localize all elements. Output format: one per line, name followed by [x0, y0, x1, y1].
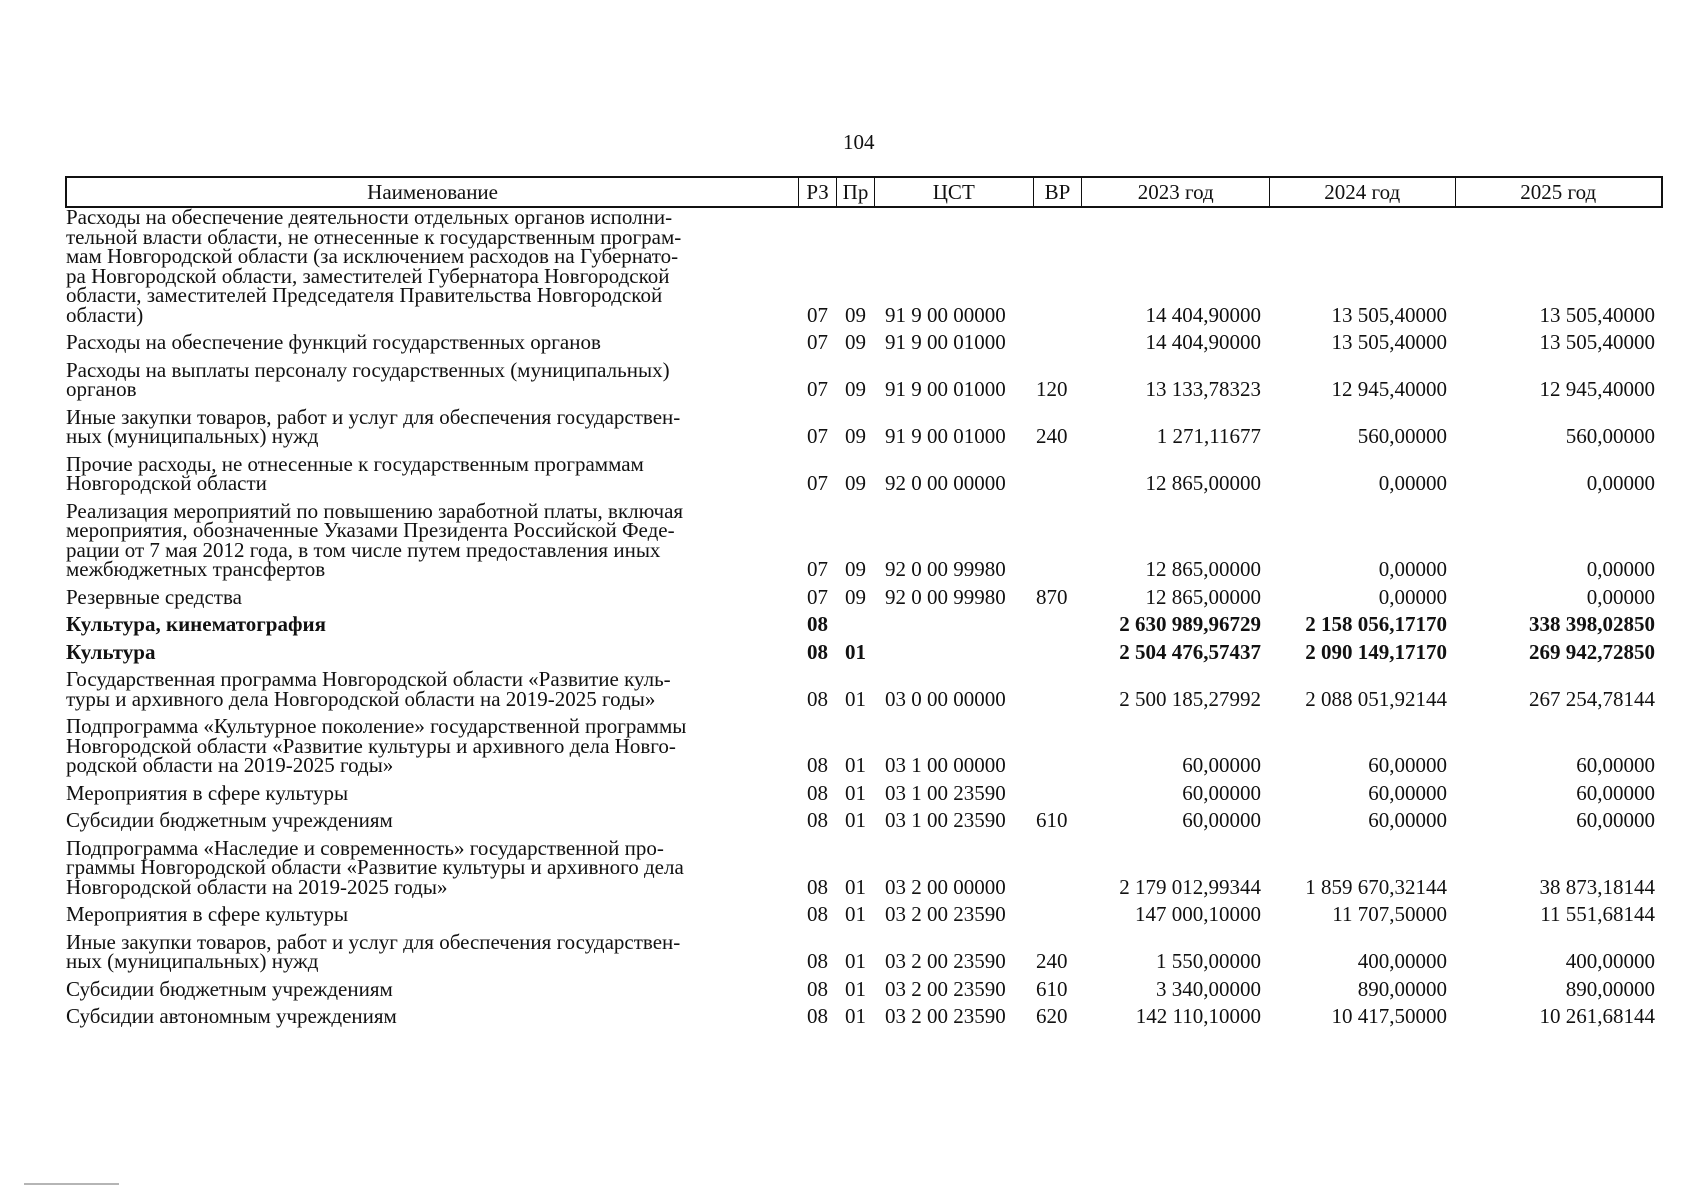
- row-rz: 07: [807, 302, 828, 327]
- table-row: [65, 584, 1663, 609]
- row-value-2023: 12 865,00000: [1145, 557, 1261, 581]
- row-cst: 91 9 00 01000: [885, 330, 1006, 354]
- row-pr: 01: [845, 753, 866, 777]
- row-cst: 03 2 00 23590: [885, 1004, 1006, 1028]
- row-value-2025: 267 254,78144: [1529, 686, 1655, 711]
- header-pr: Пр: [837, 178, 875, 206]
- row-cst: 03 1 00 23590: [885, 808, 1006, 832]
- table-row: [65, 639, 1663, 664]
- row-rz: 08: [807, 753, 828, 777]
- row-cst: 91 9 00 00000: [885, 302, 1006, 327]
- row-pr: 01: [845, 639, 866, 664]
- table-row: [65, 205, 1663, 327]
- row-rz: 08: [807, 949, 828, 973]
- row-value-2023: 12 865,00000: [1145, 471, 1261, 495]
- row-pr: 09: [845, 302, 866, 327]
- row-value-2023: 60,00000: [1182, 808, 1261, 832]
- row-name: Реализация мероприятий по повышению заработной платы, включая мероприятия, обозначенные Указами Президента Российской Феде- рации от 7 мая 2012 года, в том числе путем предоставления иных межбюджетных трансфертов: [66, 498, 684, 581]
- table-row: [65, 667, 1663, 711]
- row-rz: 08: [807, 808, 828, 832]
- row-rz: 07: [807, 424, 828, 448]
- row-value-2023: 2 630 989,96729: [1119, 612, 1261, 636]
- row-cst: 91 9 00 01000: [885, 424, 1006, 448]
- row-value-2024: 0,00000: [1378, 471, 1447, 495]
- row-rz: 07: [807, 557, 828, 581]
- row-value-2023: 12 865,00000: [1145, 584, 1261, 609]
- row-pr: 01: [845, 874, 866, 899]
- row-value-2025: 400,00000: [1565, 949, 1655, 973]
- row-name: Подпрограмма «Наследие и современность» государственной про- граммы Новгородской области «Развитие культуры и архивного дела Новгородской области на 2019-2025 годы»: [66, 835, 684, 899]
- header-rz: РЗ: [799, 178, 837, 206]
- row-value-2024: 2 088 051,92144: [1305, 686, 1447, 711]
- row-vr: 240: [1036, 424, 1068, 448]
- header-cst: ЦСТ: [875, 178, 1034, 206]
- row-name: Расходы на выплаты персоналу государственных (муниципальных) органов: [66, 357, 670, 401]
- row-vr: [1034, 803, 1083, 804]
- row-vr: [1034, 776, 1083, 777]
- row-rz: 08: [807, 639, 828, 664]
- row-name: Государственная программа Новгородской области «Развитие куль- туры и архивного дела Новгородской области на 2019-2025 годы»: [66, 667, 671, 711]
- row-value-2024: 890,00000: [1357, 976, 1447, 1001]
- row-value-2023: 147 000,10000: [1135, 902, 1261, 926]
- row-value-2025: 0,00000: [1586, 584, 1655, 609]
- row-value-2025: 13 505,40000: [1539, 302, 1655, 327]
- row-cst: 92 0 00 99980: [885, 557, 1006, 581]
- row-cst: [875, 662, 1034, 663]
- budget-table: [65, 176, 1663, 1028]
- table-body: [65, 205, 1663, 1028]
- row-name: Иные закупки товаров, работ и услуг для обеспечения государствен- ных (муниципальных) нужд: [66, 929, 681, 973]
- row-value-2024: 2 090 149,17170: [1305, 639, 1447, 664]
- row-value-2025: 60,00000: [1576, 753, 1655, 777]
- table-row: [65, 1004, 1663, 1028]
- row-vr: 120: [1036, 377, 1068, 401]
- row-value-2025: 890,00000: [1565, 976, 1655, 1001]
- row-vr: [1034, 635, 1083, 636]
- row-pr: 09: [845, 471, 866, 495]
- row-pr: 01: [845, 976, 866, 1001]
- row-vr: 870: [1036, 584, 1068, 609]
- row-value-2025: 338 398,02850: [1529, 612, 1655, 636]
- row-vr: [1034, 925, 1083, 926]
- row-name: Прочие расходы, не отнесенные к государственным программам Новгородской области: [66, 451, 644, 495]
- row-name: Подпрограмма «Культурное поколение» государственной программы Новгородской области «Развитие культуры и архивного дела Новго- родской области на 2019-2025 годы»: [66, 714, 687, 777]
- header-2024: 2024 год: [1270, 178, 1456, 206]
- row-value-2025: 560,00000: [1565, 424, 1655, 448]
- row-rz: 07: [807, 330, 828, 354]
- row-value-2024: 1 859 670,32144: [1305, 874, 1447, 899]
- row-name: Мероприятия в сфере культуры: [66, 780, 349, 805]
- row-vr: [1034, 494, 1083, 495]
- row-pr: 09: [845, 557, 866, 581]
- row-cst: 92 0 00 99980: [885, 584, 1006, 609]
- row-value-2025: 13 505,40000: [1539, 330, 1655, 354]
- row-value-2024: 60,00000: [1368, 808, 1447, 832]
- row-value-2025: 11 551,68144: [1540, 902, 1655, 926]
- row-rz: 08: [807, 976, 828, 1001]
- row-value-2024: 13 505,40000: [1331, 302, 1447, 327]
- row-value-2024: 0,00000: [1378, 584, 1447, 609]
- row-rz: 07: [807, 584, 828, 609]
- row-value-2025: 0,00000: [1586, 557, 1655, 581]
- row-cst: 03 2 00 23590: [885, 902, 1006, 926]
- table-row: [65, 976, 1663, 1001]
- header-name: Наименование: [67, 178, 799, 206]
- row-value-2025: 12 945,40000: [1539, 377, 1655, 401]
- row-vr: [1034, 580, 1083, 581]
- row-pr: 09: [845, 584, 866, 609]
- table-row: [65, 330, 1663, 354]
- header-vr: ВР: [1034, 178, 1083, 206]
- row-name: Резервные средства: [66, 584, 242, 609]
- row-value-2024: 2 158 056,17170: [1305, 612, 1447, 636]
- row-cst: 92 0 00 00000: [885, 471, 1006, 495]
- row-rz: 08: [807, 686, 828, 711]
- row-rz: 08: [807, 902, 828, 926]
- row-pr: 01: [845, 686, 866, 711]
- table-row: [65, 357, 1663, 401]
- row-value-2025: 0,00000: [1586, 471, 1655, 495]
- row-pr: 01: [845, 949, 866, 973]
- row-value-2024: 560,00000: [1357, 424, 1447, 448]
- row-value-2023: 13 133,78323: [1145, 377, 1261, 401]
- row-rz: 08: [807, 780, 828, 805]
- header-2025: 2025 год: [1520, 179, 1597, 204]
- row-value-2024: 13 505,40000: [1331, 330, 1447, 354]
- row-rz: 08: [807, 874, 828, 899]
- page-number: 104: [843, 130, 875, 154]
- table-row: [65, 929, 1663, 973]
- row-cst: 03 0 00 00000: [885, 686, 1006, 711]
- row-value-2023: 2 500 185,27992: [1119, 686, 1261, 711]
- row-name: Иные закупки товаров, работ и услуг для обеспечения государствен- ных (муниципальных) нужд: [66, 404, 681, 448]
- row-vr: [1034, 662, 1083, 663]
- table-row: [65, 902, 1663, 926]
- row-value-2024: 11 707,50000: [1332, 902, 1447, 926]
- table-row: [65, 835, 1663, 899]
- row-cst: 03 1 00 00000: [885, 753, 1006, 777]
- row-rz: 07: [807, 377, 828, 401]
- row-pr: 01: [845, 780, 866, 805]
- row-pr: 09: [845, 330, 866, 354]
- row-pr: [837, 635, 875, 636]
- scan-mark: [24, 1183, 119, 1185]
- row-pr: 09: [845, 424, 866, 448]
- row-vr: 620: [1036, 1004, 1068, 1028]
- header-2023: 2023 год: [1082, 178, 1270, 206]
- row-value-2024: 60,00000: [1368, 780, 1447, 805]
- row-cst: 03 2 00 23590: [885, 949, 1006, 973]
- row-pr: 01: [845, 1004, 866, 1028]
- row-value-2023: 1 550,00000: [1156, 949, 1261, 973]
- row-value-2023: 3 340,00000: [1156, 976, 1261, 1001]
- row-value-2025: 60,00000: [1576, 808, 1655, 832]
- row-pr: 01: [845, 808, 866, 832]
- row-cst: 03 2 00 00000: [885, 874, 1006, 899]
- row-value-2025: 38 873,18144: [1539, 874, 1655, 899]
- row-value-2024: 60,00000: [1368, 753, 1447, 777]
- row-value-2024: 400,00000: [1357, 949, 1447, 973]
- row-vr: [1034, 353, 1083, 354]
- row-name: Мероприятия в сфере культуры: [66, 902, 349, 926]
- row-cst: 03 2 00 23590: [885, 976, 1006, 1001]
- row-value-2023: 14 404,90000: [1145, 302, 1261, 327]
- row-cst: 03 1 00 23590: [885, 780, 1006, 805]
- row-value-2024: 10 417,50000: [1331, 1004, 1447, 1028]
- table-row: [65, 451, 1663, 495]
- row-name: Расходы на обеспечение функций государственных органов: [66, 330, 601, 354]
- row-vr: 240: [1036, 949, 1068, 973]
- table-row: [65, 780, 1663, 805]
- row-name: Субсидии автономным учреждениям: [66, 1004, 397, 1028]
- row-cst: 91 9 00 01000: [885, 377, 1006, 401]
- row-pr: 09: [845, 377, 866, 401]
- table-row: [65, 714, 1663, 777]
- row-vr: [1034, 897, 1083, 898]
- row-cst: [875, 635, 1034, 636]
- row-name: Субсидии бюджетным учреждениям: [66, 976, 393, 1001]
- row-value-2023: 142 110,10000: [1135, 1004, 1261, 1028]
- row-value-2023: 14 404,90000: [1145, 330, 1261, 354]
- row-value-2025: 269 942,72850: [1529, 639, 1655, 664]
- row-name: Расходы на обеспечение деятельности отдельных органов исполни- тельной власти области, не отнесенные к государственным програм- мам Новгородской области (за исключением расходов на Губернато- ра Новгородской области, заместителей Губернатора Новгородской области, заместителей Председателя Правительства Новгородской области): [66, 205, 682, 327]
- row-name: Культура, кинематография: [66, 612, 326, 636]
- row-rz: 08: [807, 612, 828, 636]
- row-rz: 08: [807, 1004, 828, 1028]
- row-vr: [1034, 709, 1083, 710]
- row-vr: 610: [1036, 976, 1068, 1001]
- table-row: [65, 498, 1663, 581]
- row-value-2023: 60,00000: [1182, 753, 1261, 777]
- row-value-2025: 60,00000: [1576, 780, 1655, 805]
- table-row: [65, 808, 1663, 832]
- row-value-2023: 60,00000: [1182, 780, 1261, 805]
- row-value-2025: 10 261,68144: [1539, 1004, 1655, 1028]
- row-pr: 01: [845, 902, 866, 926]
- row-vr: 610: [1036, 808, 1068, 832]
- table-row: [65, 404, 1663, 448]
- row-name: Культура: [66, 639, 156, 664]
- row-value-2023: 1 271,11677: [1156, 424, 1261, 448]
- row-value-2023: 2 504 476,57437: [1119, 639, 1261, 664]
- table-header: [65, 176, 1663, 208]
- row-rz: 07: [807, 471, 828, 495]
- row-value-2024: 12 945,40000: [1331, 377, 1447, 401]
- row-name: Субсидии бюджетным учреждениям: [66, 808, 393, 832]
- row-value-2024: 0,00000: [1378, 557, 1447, 581]
- row-vr: [1034, 325, 1083, 326]
- row-value-2023: 2 179 012,99344: [1119, 874, 1261, 899]
- table-row: [65, 612, 1663, 636]
